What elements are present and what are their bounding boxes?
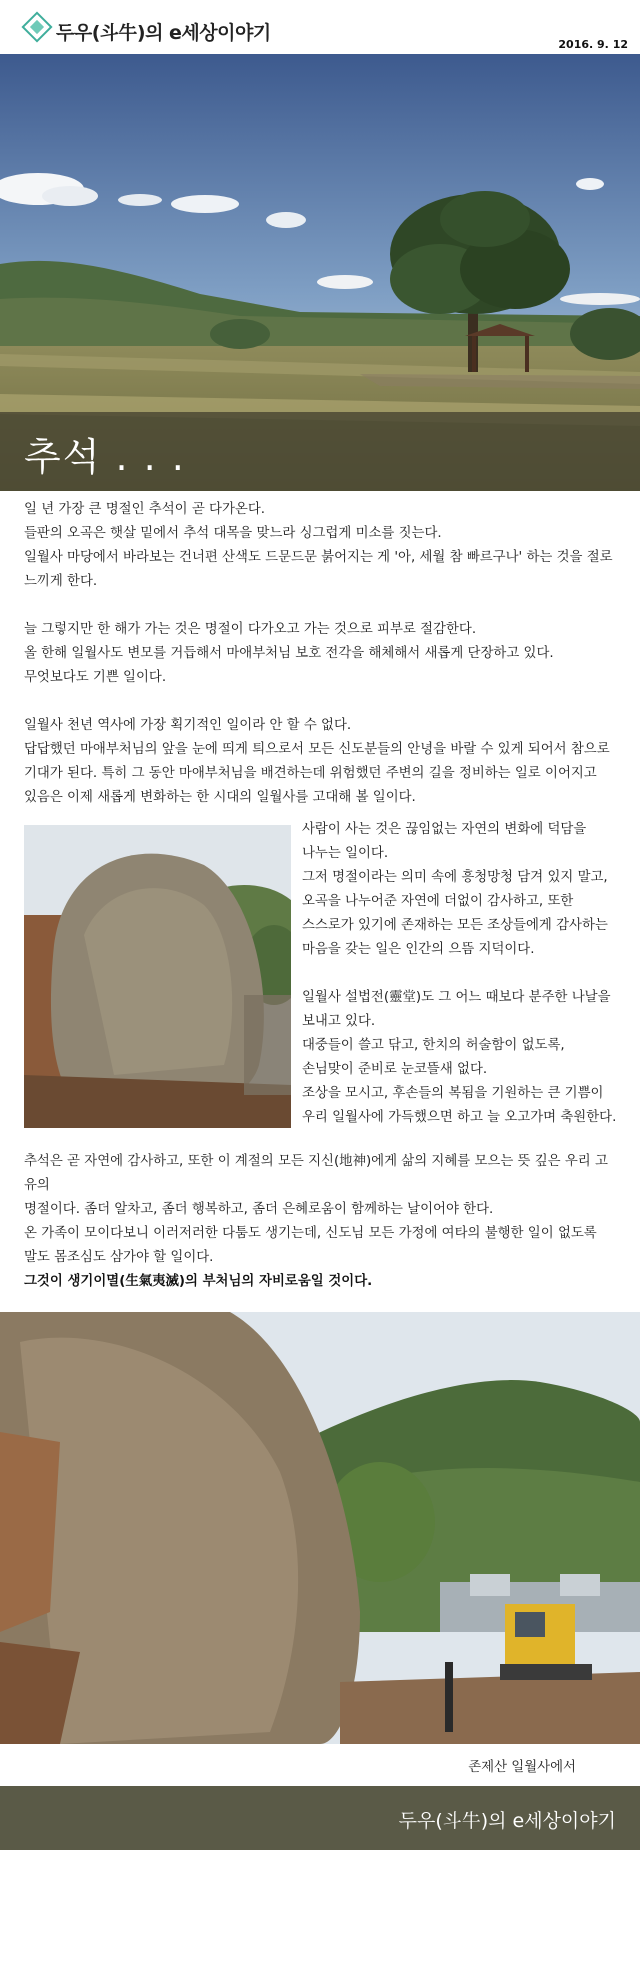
text-line: 온 가족이 모이다보니 이러저러한 다툼도 생기는데, 신도님 모든 가정에 여타의 불행한 일이 없도록: [24, 1226, 597, 1241]
text-line: 추석은 곧 자연에 감사하고, 또한 이 계절의 모든 지신(地神)에게 삶의 지혜를 모으는 뜻 깊은 우리 고유의: [24, 1154, 608, 1193]
article-paragraph-2: [24, 618, 616, 690]
text-line: 일 년 가장 큰 명절인 추석이 곧 다가온다.: [24, 502, 266, 517]
closing-line: 그것이 생기이멸(生氣夷滅)의 부처님의 자비로움일 것이다.: [24, 1274, 373, 1289]
text-line: 오곡을 나누어준 자연에 더없이 감사하고, 또한: [302, 894, 574, 909]
text-line: 조상을 모시고, 후손들의 복됨을 기원하는 큰 기쁨이: [302, 1086, 604, 1101]
text-line: 대중들이 쓸고 닦고, 한치의 허술함이 없도록,: [302, 1038, 565, 1053]
text-line: 일월사 마당에서 바라보는 건너편 산색도 드문드문 붉어지는 게 '아, 세월 참 빠르구나' 하는 것을 절로: [24, 550, 613, 565]
spacer: [302, 962, 622, 986]
text-line: 기대가 된다. 특히 그 동안 마애부처님을 배견하는데 위험했던 주변의 길을 정비하는 일로 이어지고: [24, 766, 597, 781]
text-line: 무엇보다도 기쁜 일이다.: [24, 670, 167, 685]
page-header: [0, 0, 640, 54]
article-paragraph-5: [24, 1222, 616, 1294]
article-side-text: [302, 818, 622, 1130]
text-line: 나누는 일이다.: [302, 846, 389, 861]
text-line: 일월사 천년 역사에 가장 획기적인 일이라 안 할 수 없다.: [24, 718, 352, 733]
text-line: 들판의 오곡은 햇살 밑에서 추석 대목을 맞느라 싱그럽게 미소를 짓는다.: [24, 526, 442, 541]
text-line: 답답했던 마애부처님의 앞을 눈에 띄게 틔으로서 모든 신도분들의 안녕을 바랄 수 있게 되어서 참으로: [24, 742, 610, 757]
site-title[interactable]: 두우(斗牛)의 e세상이야기: [56, 22, 271, 44]
article-paragraph-intro: [24, 498, 616, 594]
post-date: 2016. 9. 12: [558, 38, 628, 51]
construction-site-image: [0, 1312, 640, 1744]
footer-title[interactable]: 두우(斗牛)의 e세상이야기: [398, 1810, 616, 1832]
text-line: 있음은 이제 새롭게 변화하는 한 시대의 일월사를 고대해 볼 일이다.: [24, 790, 416, 805]
article-paragraph-4: [24, 1150, 616, 1222]
rock-buddha-image: [24, 825, 291, 1128]
text-line: 올 한해 일월사도 변모를 거듭해서 마애부처님 보호 전각을 해체해서 새롭게 단장하고 있다.: [24, 646, 554, 661]
text-line: 명절이다. 좀더 알차고, 좀더 행복하고, 좀더 은혜로움이 함께하는 날이어야 한다.: [24, 1202, 494, 1217]
text-line: 말도 몸조심도 삼가야 할 일이다.: [24, 1250, 214, 1265]
text-line: 일월사 설법전(靈堂)도 그 어느 때보다 분주한 나날을: [302, 990, 611, 1005]
article-paragraph-3: [24, 714, 616, 810]
text-line: 스스로가 있기에 존재하는 모든 조상들에게 감사하는: [302, 918, 608, 933]
photo-caption: 존제산 일월사에서: [468, 1760, 576, 1775]
text-line: 그저 명절이라는 의미 속에 흥청망청 담겨 있지 말고,: [302, 870, 608, 885]
text-line: 손님맞이 준비로 눈코뜰새 없다.: [302, 1062, 488, 1077]
hero-title: 추석 . . .: [24, 435, 186, 479]
text-line: 느끼게 한다.: [24, 574, 98, 589]
text-line: 늘 그렇지만 한 해가 가는 것은 명절이 다가오고 가는 것으로 피부로 절감한다.: [24, 622, 477, 637]
hero-section: [0, 54, 640, 491]
text-line: 보내고 있다.: [302, 1014, 376, 1029]
text-line: 사람이 사는 것은 끊임없는 자연의 변화에 덕담을: [302, 822, 587, 837]
logo-diamond-icon: [21, 11, 52, 42]
page-footer: [0, 1786, 640, 1850]
text-line: 마음을 갖는 일은 인간의 으뜸 지덕이다.: [302, 942, 535, 957]
text-line: 우리 일월사에 가득했으면 하고 늘 오고가며 축원한다.: [302, 1110, 617, 1125]
